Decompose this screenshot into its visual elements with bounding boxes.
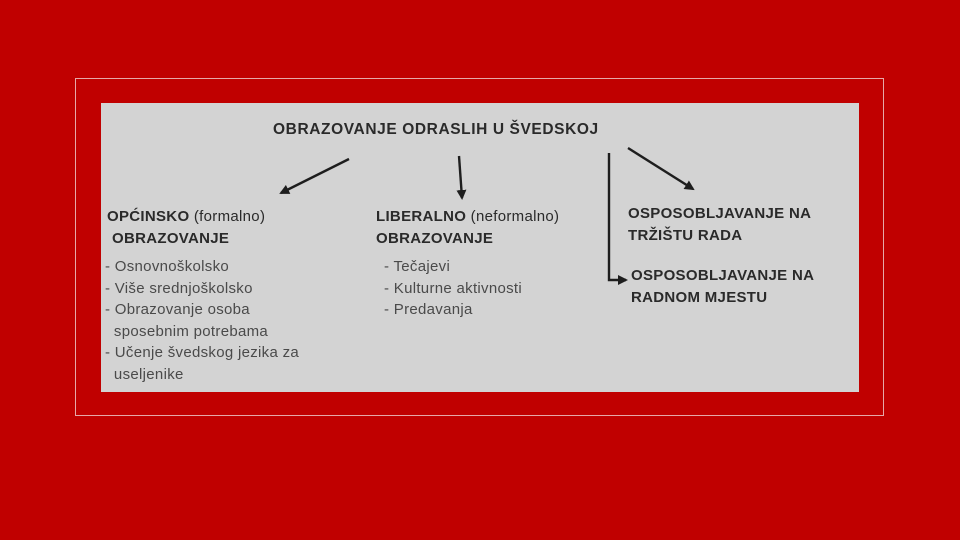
radno-mjesto-line1: OSPOSOBLJAVANJE NA (631, 267, 815, 284)
diagram-title: OBRAZOVANJE ODRASLIH U ŠVEDSKOJ (273, 121, 599, 138)
list-item: - Više srednjoškolsko (105, 279, 253, 297)
arrow-to-radno-mjesto (609, 153, 626, 280)
list-item: sposebnim potrebama (105, 322, 269, 340)
list-item: - Obrazovanje osoba (105, 301, 250, 318)
arrow-to-opcinsko (281, 159, 349, 193)
trziste-rada-line1: OSPOSOBLJAVANJE NA (628, 205, 812, 222)
list-item: - Tečajevi (384, 258, 451, 275)
radno-mjesto-line2: RADNOM MJESTU (631, 289, 768, 306)
opcinsko-heading-qualifier: (formalno) (193, 208, 266, 225)
liberalno-heading (376, 206, 559, 250)
list-item: - Predavanja (384, 301, 473, 318)
liberalno-heading-bold: LIBERALNO (376, 208, 467, 225)
liberalno-heading-line2: OBRAZOVANJE (376, 230, 494, 247)
radno-mjesto-heading (631, 265, 814, 309)
liberalno-list (384, 256, 522, 321)
list-item: - Kulturne aktivnosti (384, 279, 523, 297)
opcinsko-list (105, 256, 299, 385)
opcinsko-heading-line1 (107, 206, 265, 228)
list-item: - Osnovnoškolsko (105, 258, 230, 275)
list-item: - Učenje švedskog jezika za (105, 344, 300, 361)
diagram-figure (101, 103, 859, 392)
arrow-to-trziste-rada (628, 148, 693, 189)
opcinsko-heading-line2: OBRAZOVANJE (112, 230, 230, 247)
liberalno-heading-line1 (376, 206, 559, 228)
trziste-rada-heading (628, 203, 811, 247)
arrow-to-liberalno (459, 156, 462, 198)
opcinsko-heading (107, 206, 265, 250)
liberalno-heading-qualifier: (neformalno) (470, 208, 560, 225)
list-item: useljenike (105, 365, 184, 383)
trziste-rada-line2: TRŽIŠTU RADA (628, 227, 743, 244)
opcinsko-heading-bold: OPĆINSKO (107, 208, 190, 225)
